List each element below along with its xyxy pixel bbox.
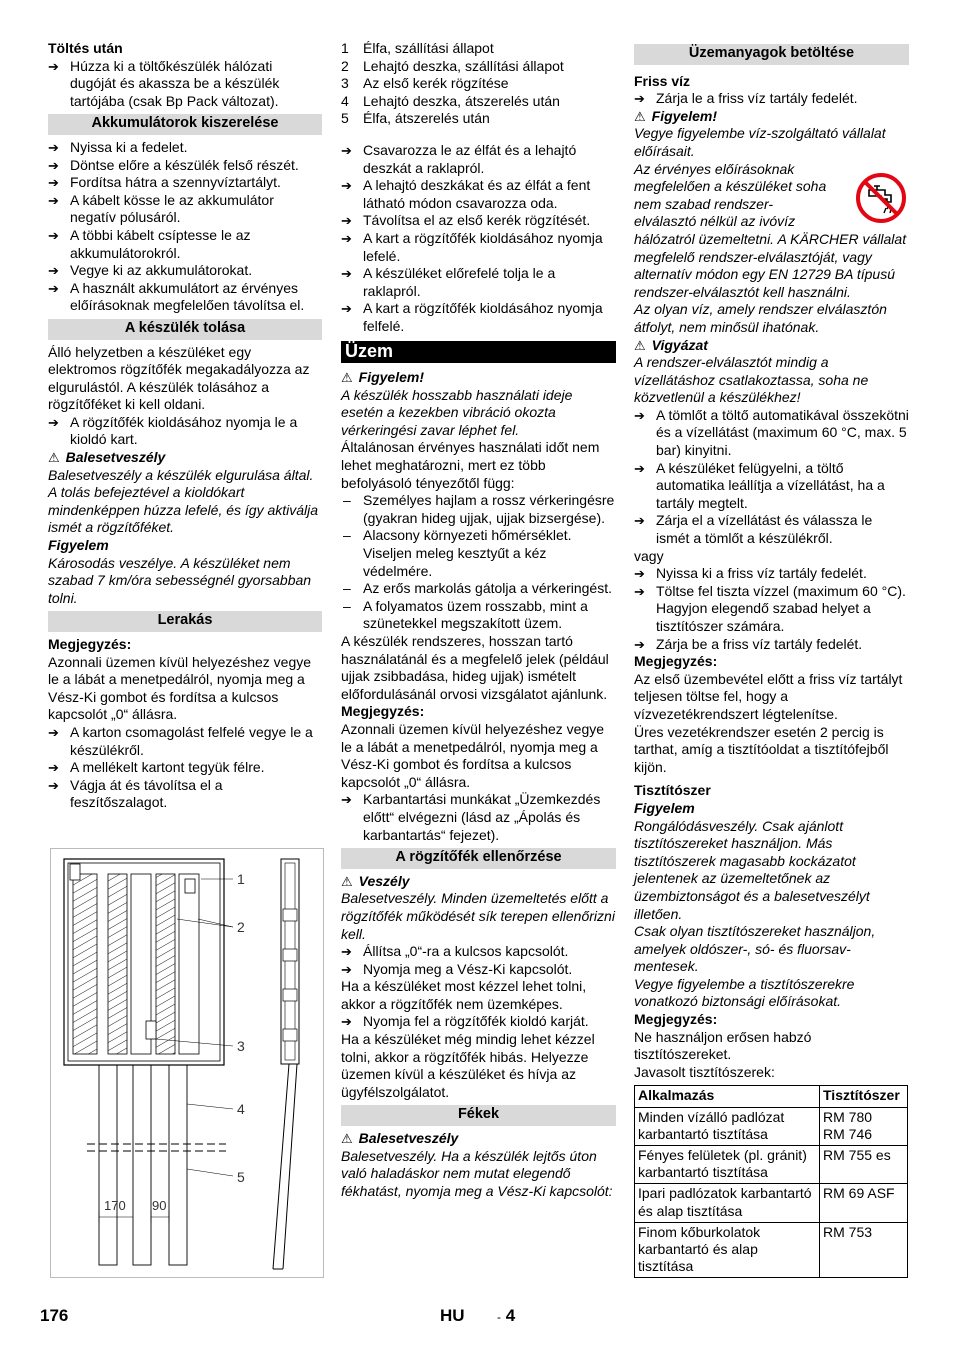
note-steps [341, 791, 616, 844]
step-item: ➔ A karton csomagolást felfelé vegye le a készülékről. [48, 724, 322, 759]
operation-factors-list [341, 492, 616, 633]
operation-warning-text: A készülék hosszabb használati ideje esetén a kezekben vibráció okozta vérkeringési zavar léphet fel. [341, 386, 573, 438]
page-number: 176 [40, 1306, 69, 1325]
step-item: ➔ A többi kábelt csíptesse le az akkumulátorokról. [48, 227, 322, 262]
unloading-steps [48, 724, 322, 812]
battery-removal-heading: Akkumulátorok kiszerelése [48, 114, 322, 135]
legend-number: 1 [341, 40, 349, 56]
charging-after-title: Töltés után [48, 40, 123, 56]
fill-heading: Üzemanyagok betöltése [634, 44, 909, 65]
detergent-table [634, 1085, 908, 1278]
dash-item: – Az erős markolás gátolja a vérkeringést. [341, 580, 616, 598]
accident-warning-text: Balesetveszély a készülék elgurulása által. A tolás befejeztével a kioldókart mindenképpen húzza lefelé, és így aktiválja ismét a rögzítőféket. [48, 466, 319, 536]
detergent-caution-text-2: Csak olyan tisztítószereket használjon, amelyek oldószer-, só- és fluorsav-mentesek. [634, 923, 876, 975]
step-item: ➔ Nyissa ki a fedelet. [48, 139, 322, 157]
unloading-steps-continued [341, 142, 616, 336]
note-label: Megjegyzés: [48, 636, 132, 652]
table-cell-application: Finom kőburkolatok karbantartó és alap tisztítása [635, 1222, 820, 1278]
fresh-water-warning-label: ⚠ Figyelem! [634, 107, 718, 124]
step-item: ➔ Zárja el a vízellátást és válassza le ismét a tömlőt a készülékről. [634, 512, 909, 547]
pushing-steps [48, 414, 322, 449]
warning-triangle-icon: ⚠ [341, 1131, 353, 1147]
danger-label: ⚠ Veszély [341, 872, 410, 889]
battery-removal-steps [48, 139, 322, 315]
step-item: ➔ Zárja le a friss víz tartály fedelét. [634, 90, 909, 108]
step-item: ➔ Fordítsa hátra a szennyvíztartályt. [48, 174, 322, 192]
caution-text: A rendszer-elválasztót mindig a vízellátáshoz csatlakoztassa, soha ne közvetlenül a készülékhez! [634, 354, 869, 406]
fresh-water-warning-text-2: Az érvényes előírásoknak megfelelően a készüléket soha nem szabad rendszer-elválasztó nélkül az ivóvíz hálózatról üzemeltetni. A KÄRCHER vállalat megfelelő rendszer-elválasztóját, vagy alternatív módon egy EN 12729 BA típusú rendszer-elválasztót kell használni. [634, 161, 909, 302]
step-item: ➔ A kábelt kösse le az akkumulátor negatív pólusáról. [48, 192, 322, 227]
warning-triangle-icon: ⚠ [634, 337, 646, 353]
callout-1: 1 [237, 871, 245, 887]
step-item: ➔ A rögzítőfék kioldásához nyomja le a kioldó kart. [48, 414, 322, 449]
warning-triangle-icon: ⚠ [48, 450, 60, 466]
legend-number: 5 [341, 110, 349, 127]
unloading-heading: Lerakás [48, 611, 322, 632]
step-item: ➔ A készüléket felügyelni, a töltő automatika leállítja a vízellátást, ha a tartály megtelt. [634, 460, 909, 513]
fresh-water-steps-3 [634, 565, 909, 653]
step-item: ➔ Zárja be a friss víz tartály fedelét. [634, 636, 909, 654]
note-text: Azonnali üzemen kívül helyezéshez vegye le a lábát a menetpedálról, nyomja meg a Vész-Ki gombot és fordítsa a kulcsos kapcsolót „0“ állásra. [48, 653, 312, 723]
legend-number: 4 [341, 92, 349, 109]
step-item: ➔ Nyomja meg a Vész-Ki kapcsolót. [341, 961, 616, 979]
or-text: vagy [634, 547, 664, 564]
dimension-90: 90 [152, 1198, 167, 1213]
recommended-label: Javasolt tisztítószerek: [634, 1063, 775, 1080]
step-item: ➔ Távolítsa el az első kerék rögzítését. [341, 212, 616, 230]
step-item: ➔ Nyissa ki a friss víz tartály fedelét. [634, 565, 909, 583]
warning-triangle-icon: ⚠ [341, 873, 353, 889]
danger-text: Balesetveszély. Minden üzemeltetés előtt a rögzítőfék működését sík terepen ellenőrizni kell. [341, 890, 615, 942]
legend-item [341, 58, 616, 76]
legend-item [341, 75, 616, 93]
figure-legend [341, 40, 616, 128]
detergent-caution-text-3: Vegye figyelembe a tisztítószerekre vonatkozó biztonsági előírásokat. [634, 975, 855, 1010]
step-item: ➔ Állítsa „0“-ra a kulcsos kapcsolót. [341, 943, 616, 961]
accident-warning-label: ⚠ Balesetveszély [48, 449, 166, 466]
callout-2: 2 [237, 919, 245, 935]
charging-after-steps [48, 58, 322, 111]
pushing-heading: A készülék tolása [48, 319, 322, 340]
dimension-170: 170 [104, 1198, 126, 1213]
column-3 [634, 40, 909, 1278]
step-item: ➔ Döntse előre a készülék felső részét. [48, 157, 322, 175]
fresh-water-title: Friss víz [634, 72, 691, 89]
operation-text-1: Általánosan érvényes használati időt nem lehet meghatározni, mert ez több befolyásoló tényezőtől függ: [341, 439, 600, 491]
legend-text: Az első kerék rögzítése [363, 75, 509, 92]
note-label: Megjegyzés: [634, 653, 718, 670]
table-header-application: Alkalmazás [635, 1086, 820, 1107]
step-item: ➔ Nyomja fel a rögzítőfék kioldó karját. [341, 1013, 616, 1031]
detergent-caution-text-1: Rongálódásveszély. Csak ajánlott tisztítószereket használjon. Más tisztítószerek magasabb kockázatot jelentenek az üzemeltetőnek az üzembiztonságot és a balesetveszélyt illetően. [634, 817, 870, 922]
dash-item: – A folyamatos üzem rosszabb, mint a szünetekkel megszakított üzem. [341, 598, 616, 633]
table-cell-application: Ipari padlózatok karbantartó és alap tisztítása [635, 1184, 820, 1222]
fresh-water-steps-1 [634, 90, 909, 108]
caution-label: ⚠ Vigyázat [634, 336, 708, 353]
legend-text: Lehajtó deszka, szállítási állapot [363, 57, 564, 74]
table-cell-detergent: RM 755 es [820, 1146, 908, 1184]
brake-check-text-2: Ha a készüléket még mindig lehet kézzel tolni, akkor a rögzítőfék hibás. Helyezze üzemen kívül a készüléket és hívja az ügyfélszolgálatot. [341, 1031, 595, 1100]
table-cell-detergent: RM 780 RM 746 [820, 1107, 908, 1145]
step-item: ➔ A lehajtó deszkákat és az élfát a fent látható módon csavarozza oda. [341, 177, 616, 212]
step-item: ➔ Karbantartási munkákat „Üzemkezdés előtt“ elvégezni (lásd az „Ápolás és karbantartás“ fejezet). [341, 791, 616, 844]
fresh-water-warning-text-1: Vegye figyelembe víz-szolgáltató vállalat előírásait. [634, 125, 886, 159]
caution-label: Figyelem [48, 537, 109, 554]
column-1 [48, 40, 322, 812]
legend-number: 2 [341, 57, 349, 74]
note-label: Megjegyzés: [341, 703, 425, 720]
legend-text: Lehajtó deszka, átszerelés után [363, 92, 560, 109]
detergent-note-text: Ne használjon erősen habzó tisztítószereket. [634, 1028, 812, 1063]
operation-warning-label: ⚠ Figyelem! [341, 369, 425, 386]
note-text-1: Az első üzembevétel előtt a friss víz tartályt teljesen töltse fel, hogy a vízvezetékrendszert légtelenítse. [634, 670, 903, 722]
sub-page-number: - 4 [497, 1306, 516, 1325]
table-row [635, 1146, 908, 1184]
warning-triangle-icon: ⚠ [634, 108, 646, 124]
note-text: Azonnali üzemen kívül helyezéshez vegye le a lábát a menetpedálról, nyomja meg a Vész-Ki gombot és fordítsa a kulcsos kapcsolót „0“ állásra. [341, 720, 605, 790]
step-item: ➔ A kart a rögzítőfék kioldásához nyomja felfelé. [341, 300, 616, 335]
language-code: HU [440, 1306, 465, 1325]
fresh-water-warning-text-3: Az olyan víz, amely rendszer elválasztón átfolyt, nem minősül ihatónak. [634, 301, 887, 335]
step-item: ➔ A kart a rögzítőfék kioldásához nyomja lefelé. [341, 230, 616, 265]
legend-item [341, 93, 616, 111]
table-row [635, 1222, 908, 1278]
table-cell-detergent: RM 69 ASF [820, 1184, 908, 1222]
table-row [635, 1184, 908, 1222]
detergent-title: Tisztítószer [634, 782, 711, 799]
step-item: ➔ A használt akkumulátort az érvényes előírásoknak megfelelően távolítsa el. [48, 280, 322, 315]
operation-heading: Üzem [341, 341, 616, 364]
table-cell-application: Minden vízálló padlózat karbantartó tisztítása [635, 1107, 820, 1145]
unloading-figure [50, 848, 324, 1278]
brake-check-steps-2 [341, 1013, 616, 1031]
table-header-row [635, 1086, 908, 1107]
no-drinking-water-connection-icon [855, 172, 907, 224]
step-item: ➔ A tömlőt a töltő automatikával összekötni és a vízellátást (maximum 60 °C, max. 5 bar) kinyitni. [634, 407, 909, 460]
brakes-heading: Fékek [341, 1105, 616, 1126]
caution-text: Károsodás veszélye. A készüléket nem szabad 7 km/óra sebességnél gyorsabban tolni. [48, 554, 312, 606]
warning-triangle-icon: ⚠ [341, 370, 353, 386]
callout-4: 4 [237, 1101, 245, 1117]
table-header-detergent: Tisztítószer [820, 1086, 908, 1107]
brakes-warning-label: ⚠ Balesetveszély [341, 1130, 459, 1147]
legend-text: Élfa, szállítási állapot [363, 40, 494, 56]
legend-item [341, 40, 616, 58]
step-item: ➔ Vágja át és távolítsa el a feszítőszalagot. [48, 777, 322, 812]
step-item: ➔ A készüléket előrefelé tolja le a raklapról. [341, 265, 616, 300]
sub-page-dash: - [497, 1310, 501, 1324]
brake-check-steps-1 [341, 943, 616, 978]
pushing-text: Álló helyzetben a készüléket egy elektromos rögzítőfék megakadályozza az elgurulástól. A készülék tolásához a rögzítőféket ki kell oldani. [48, 343, 310, 413]
brake-check-heading: A rögzítőfék ellenőrzése [341, 848, 616, 869]
brake-check-text-1: Ha a készüléket most kézzel lehet tolni, akkor a rögzítőfék nem üzemképes. [341, 978, 587, 1012]
column-2 [341, 40, 616, 1200]
legend-text: Élfa, átszerelés után [363, 110, 490, 127]
step-item: ➔ Csavarozza le az élfát és a lehajtó deszkát a raklapról. [341, 142, 616, 177]
brakes-warning-text: Balesetveszély. Ha a készülék lejtős úton való haladáskor nem mutat elegendő fékhatást, nyomja meg a Vész-Ki kapcsolót: [341, 1147, 613, 1199]
table-cell-application: Fényes felületek (pl. gránit) karbantartó tisztítása [635, 1146, 820, 1184]
operation-text-2: A készülék rendszeres, hosszan tartó használatánál és a megfelelő jelek (például ujjak zsibbadása, hideg ujjak) ismételt előfordulásánál orvosi vizsgálatot ajánlunk. [341, 633, 609, 702]
step-item: ➔ Töltse fel tiszta vízzel (maximum 60 °C). Hagyjon elegendő szabad helyet a tisztítószer számára. [634, 583, 909, 636]
legend-item [341, 110, 616, 128]
detergent-note-label: Megjegyzés: [634, 1011, 718, 1028]
legend-number: 3 [341, 75, 349, 92]
dash-item: – Személyes hajlam a rossz vérkeringésre (gyakran hideg ujjak, ujjak bizsergése). [341, 492, 616, 527]
note-text-2: Üres vezetékrendszer esetén 2 percig is tarthat, amíg a tisztítóoldat a tisztítófejből kijön. [634, 723, 889, 775]
callout-3: 3 [237, 1038, 245, 1054]
table-cell-detergent: RM 753 [820, 1222, 908, 1278]
dash-item: – Alacsony környezeti hőmérséklet. Viseljen meleg kesztyűt a kéz védelmére. [341, 527, 616, 580]
pallet-ramp-diagram [51, 849, 323, 1277]
step-item: ➔ Vegye ki az akkumulátorokat. [48, 262, 322, 280]
callout-5: 5 [237, 1169, 245, 1185]
table-row [635, 1107, 908, 1145]
step-item: ➔ Húzza ki a töltőkészülék hálózati dugóját és akassza be a készülék tartójába (csak Bp Pack változat). [48, 58, 322, 111]
detergent-caution-label: Figyelem [634, 799, 695, 816]
step-item: ➔ A mellékelt kartont tegyük félre. [48, 759, 322, 777]
fresh-water-steps-2 [634, 407, 909, 548]
